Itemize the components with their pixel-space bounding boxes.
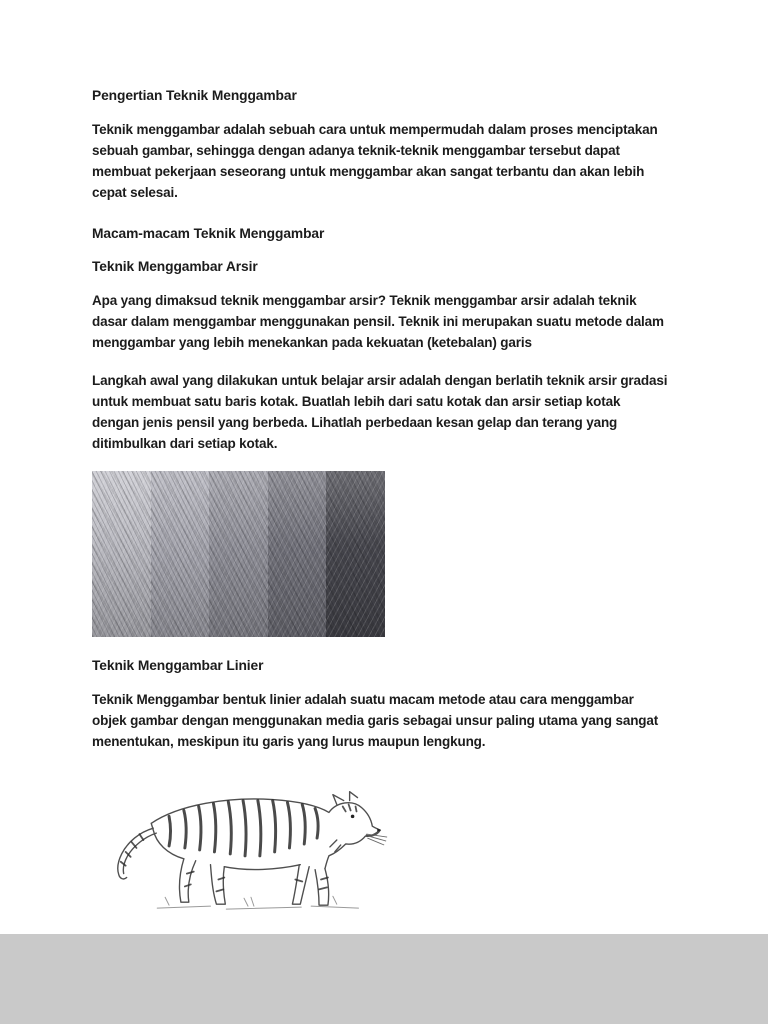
paragraph-linier: Teknik Menggambar bentuk linier adalah suatu macam metode atau cara menggambar objek gambar dengan menggunakan media garis sebagai unsur paling utama yang sangat menentukan, meskipun itu garis yang lurus maupun lengkung. [92, 692, 659, 749]
tiger-pencil-sketch-image [100, 769, 396, 917]
shade-column [268, 471, 327, 637]
paragraph-arsir-definisi: Apa yang dimaksud teknik menggambar arsir? Teknik menggambar arsir adalah teknik dasar dalam menggambar menggunakan pensil. Teknik ini merupakan suatu metode dalam menggambar yang lebih menekankan pada kekuatan (ketebalan) garis [92, 293, 664, 350]
heading-pengertian-teknik-menggambar: Pengertian Teknik Menggambar [92, 88, 297, 103]
heading-macam-macam-teknik: Macam-macam Teknik Menggambar [92, 226, 325, 241]
heading-teknik-arsir: Teknik Menggambar Arsir [92, 259, 258, 274]
shade-column [326, 471, 385, 637]
paragraph-arsir-langkah: Langkah awal yang dilakukan untuk belajar arsir adalah dengan berlatih teknik arsir gradasi untuk membuat satu baris kotak. Buatlah lebih dari satu kotak dan arsir setiap kotak dengan jenis pensil yang berbeda. Lihatlah perbedaan kesan gelap dan terang yang ditimbulkan dari setiap kotak. [92, 373, 668, 451]
shade-column [151, 471, 210, 637]
shade-column [92, 471, 151, 637]
heading-teknik-linier: Teknik Menggambar Linier [92, 658, 264, 673]
paragraph-pengertian: Teknik menggambar adalah sebuah cara untuk mempermudah dalam proses menciptakan sebuah gambar, sehingga dengan adanya teknik-teknik menggambar tersebut dapat membuat pekerjaan seseorang untuk menggambar akan sangat terbantu dan akan lebih cepat selesai. [92, 122, 658, 200]
shade-column [209, 471, 268, 637]
tiger-sketch-svg [100, 769, 396, 917]
pencil-shading-gradation-image [92, 471, 385, 637]
